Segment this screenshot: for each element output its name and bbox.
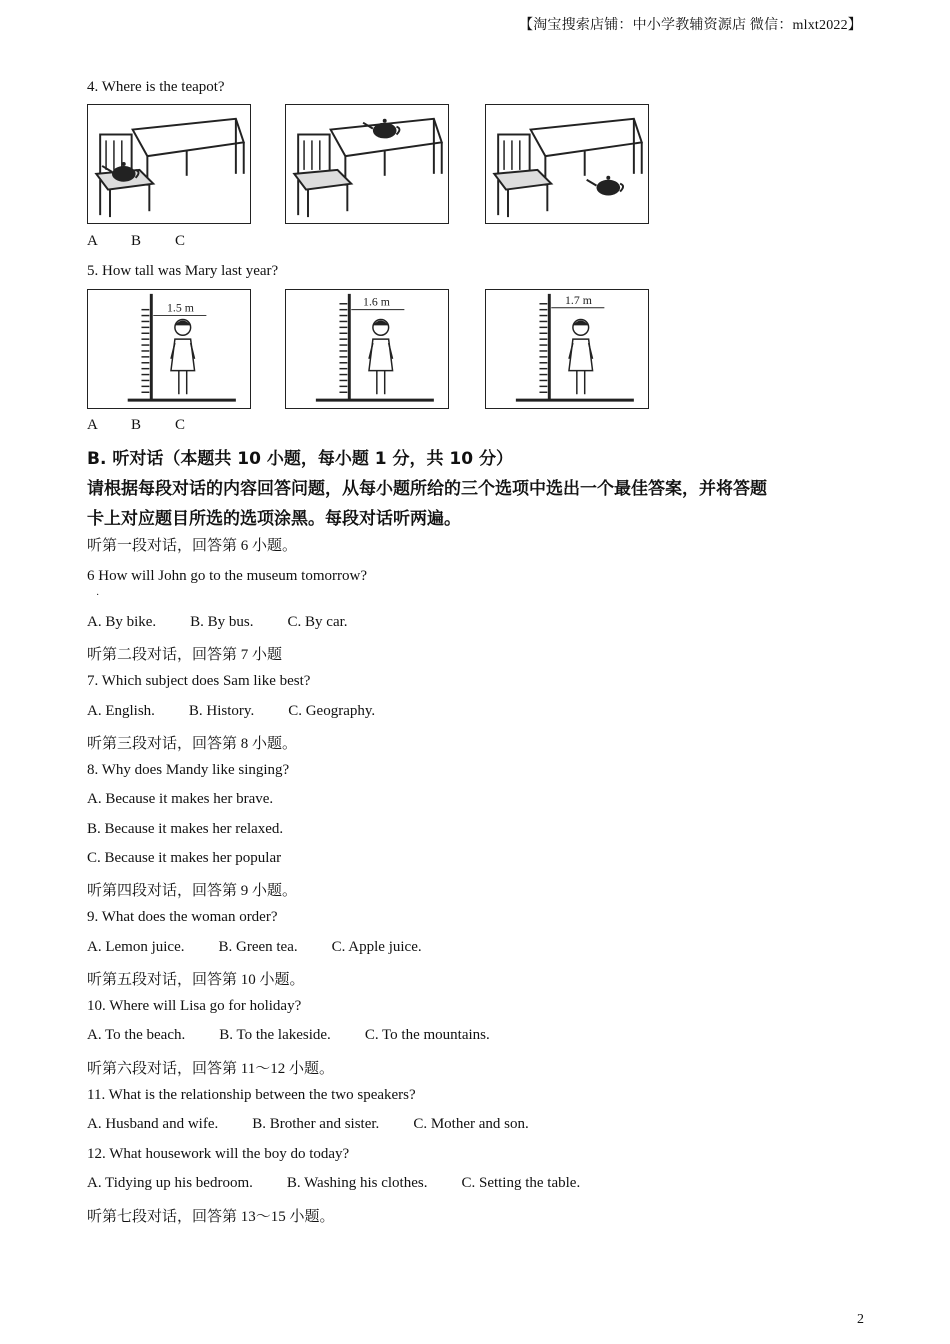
answer-option: C. Geography. [288, 703, 376, 719]
answer-option: A. Lemon juice. [87, 939, 185, 955]
answer-options [87, 1027, 490, 1044]
q5-label-c: C [175, 417, 186, 433]
dialogue-note: 听第一段对话，回答第 6 小题。 [87, 538, 298, 554]
q4-label-c: C [175, 233, 186, 249]
answer-options [87, 614, 348, 631]
answer-option: B. To the lakeside. [219, 1027, 331, 1043]
chair-table-teapot-on-table-image [286, 105, 448, 223]
question-text: 7. Which subject does Sam like best? [87, 673, 311, 689]
answer-option: A. English. [87, 703, 155, 719]
q5-label-a: A [87, 417, 98, 433]
answer-options [87, 1175, 580, 1192]
dialogue-note: 听第四段对话，回答第 9 小题。 [87, 883, 298, 899]
chair-table-teapot-on-chair-image [88, 105, 250, 223]
q4-option-labels [87, 233, 219, 250]
q5-height-c: 1.7 m [565, 292, 592, 307]
question-text: 8. Why does Mandy like singing? [87, 762, 290, 778]
answer-option: B. History. [188, 703, 255, 719]
question-text: B. Because it makes her relaxed. [87, 821, 284, 837]
answer-option: C. Apple juice. [331, 939, 422, 955]
q5-picture-c [485, 289, 649, 409]
section-b-instruction-2: 卡上对应题目所选的选项涂黑。每段对话听两遍。 [87, 509, 461, 529]
girl-height-ruler-image-c [486, 290, 648, 408]
q5-picture-a [87, 289, 251, 409]
dialogue-note: 听第七段对话，回答第 13～15 小题。 [87, 1209, 335, 1225]
question-text: 11. What is the relationship between the two speakers? [87, 1087, 416, 1103]
question-text: 10. Where will Lisa go for holiday? [87, 998, 302, 1014]
q4-picture-c [485, 104, 649, 224]
answer-option: C. Setting the table. [461, 1175, 581, 1191]
section-b-title: B. 听对话（本题共 10 小题，每小题 1 分，共 10 分） [87, 449, 513, 469]
q5-option-labels [87, 417, 219, 434]
answer-options [87, 703, 375, 720]
dialogue-note: 听第六段对话，回答第 11～12 小题。 [87, 1061, 334, 1077]
section-b-instruction-1: 请根据每段对话的内容回答问题，从每小题所给的三个选项中选出一个最佳答案，并将答题 [87, 479, 767, 499]
answer-option: B. Brother and sister. [252, 1116, 380, 1132]
q4-question: 4. Where is the teapot? [87, 79, 225, 95]
stray-dot: · [96, 590, 100, 601]
girl-height-ruler-image-b [286, 290, 448, 408]
question-text: C. Because it makes her popular [87, 850, 282, 866]
page-header: 【淘宝搜索店铺：中小学教辅资源店 微信：mlxt2022】 [519, 18, 862, 33]
answer-option: A. By bike. [87, 614, 157, 630]
answer-option: A. Husband and wife. [87, 1116, 219, 1132]
answer-option: B. By bus. [190, 614, 254, 630]
answer-options [87, 1116, 529, 1133]
answer-option: B. Green tea. [218, 939, 298, 955]
q4-label-b: B [131, 233, 142, 249]
answer-option: A. To the beach. [87, 1027, 186, 1043]
q5-label-b: B [131, 417, 142, 433]
chair-table-teapot-under-table-image [486, 105, 648, 223]
dialogue-note: 听第三段对话，回答第 8 小题。 [87, 736, 298, 752]
question-text: 9. What does the woman order? [87, 909, 278, 925]
page-number: 2 [857, 1312, 864, 1327]
answer-option: C. To the mountains. [364, 1027, 490, 1043]
q5-height-b: 1.6 m [363, 294, 390, 309]
girl-height-ruler-image-a [88, 290, 250, 408]
q4-label-a: A [87, 233, 98, 249]
dialogue-note: 听第二段对话，回答第 7 小题 [87, 647, 283, 663]
q4-picture-b [285, 104, 449, 224]
q5-picture-b [285, 289, 449, 409]
answer-option: C. By car. [287, 614, 348, 630]
answer-option: B. Washing his clothes. [286, 1175, 428, 1191]
answer-options [87, 939, 422, 956]
question-text: 6 How will John go to the museum tomorrow? [87, 568, 367, 584]
question-text: A. Because it makes her brave. [87, 791, 274, 807]
answer-option: A. Tidying up his bedroom. [87, 1175, 253, 1191]
dialogue-note: 听第五段对话，回答第 10 小题。 [87, 972, 305, 988]
answer-option: C. Mother and son. [413, 1116, 529, 1132]
question-text: 12. What housework will the boy do today? [87, 1146, 350, 1162]
q4-picture-a [87, 104, 251, 224]
q5-height-a: 1.5 m [167, 300, 194, 315]
q5-question: 5. How tall was Mary last year? [87, 263, 279, 279]
